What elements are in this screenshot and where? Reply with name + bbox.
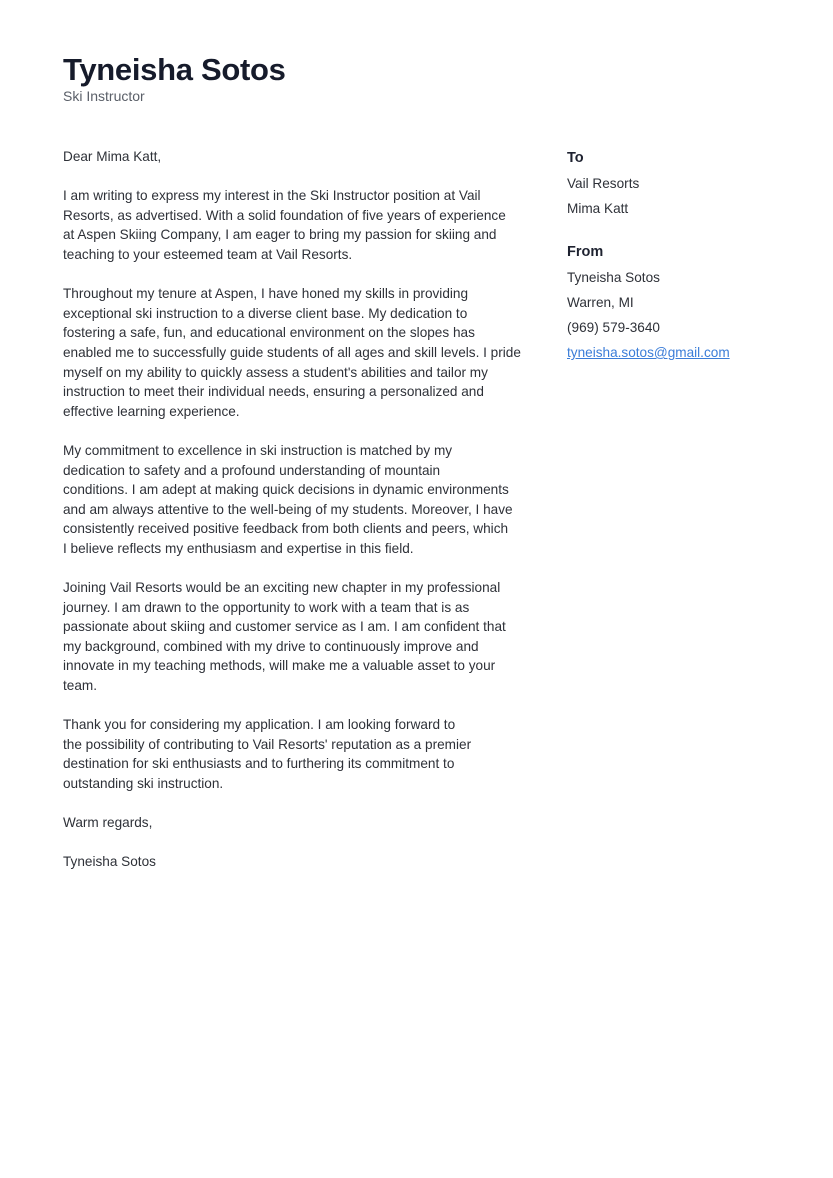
letter-paragraph-4: Joining Vail Resorts would be an exciting new chapter in my professional journey. I am drawn to the opportunity to work with a team that is as passionate about skiing and customer service as I am. I am confident that my background, combined with my drive to continuously improve and innovate in my teaching methods, will make me a valuable asset to your team. bbox=[63, 580, 506, 694]
from-heading: From bbox=[567, 244, 604, 260]
sender-location: Warren, MI bbox=[567, 295, 634, 310]
sender-phone: (969) 579-3640 bbox=[567, 320, 660, 335]
recipient-company: Vail Resorts bbox=[567, 176, 640, 191]
letter-body bbox=[63, 147, 533, 892]
letter-paragraph-2: Throughout my tenure at Aspen, I have honed my skills in providing exceptional ski instruction to a diverse client base. My dedication to fostering a safe, fun, and educational environment on the slopes has enabled me to successfully guide students of all ages and skill levels. I pride myself on my ability to quickly assess a student's abilities and tailor my instruction to meet their individual needs, ensuring a personalized and effective learning experience. bbox=[63, 286, 521, 419]
sender-name: Tyneisha Sotos bbox=[567, 270, 660, 285]
recipient-name: Mima Katt bbox=[567, 201, 629, 216]
letter-paragraph-1: I am writing to express my interest in the Ski Instructor position at Vail Resorts, as advertised. With a solid foundation of five years of experience at Aspen Skiing Company, I am eager to bring my passion for skiing and teaching to your esteemed team at Vail Resorts. bbox=[63, 188, 506, 262]
sender-email-link[interactable]: tyneisha.sotos@gmail.com bbox=[567, 345, 730, 360]
letter-paragraph-3: My commitment to excellence in ski instruction is matched by my dedication to safety and a profound understanding of mountain conditions. I am adept at making quick decisions in dynamic environments and am always attentive to the well-being of my students. Moreover, I have consistently received positive feedback from both clients and peers, which I believe reflects my enthusiasm and expertise in this field. bbox=[63, 442, 513, 556]
contact-sidebar bbox=[567, 147, 787, 365]
applicant-name: Tyneisha Sotos bbox=[63, 52, 286, 87]
letter-closing: Warm regards, bbox=[63, 815, 153, 831]
letter-greeting: Dear Mima Katt, bbox=[63, 149, 162, 164]
letter-paragraph-5: Thank you for considering my application. I am looking forward to the possibility of contributing to Vail Resorts' reputation as a premier destination for ski enthusiasts and to furthering its commitment to outstanding ski instruction. bbox=[63, 717, 472, 791]
letter-signature: Tyneisha Sotos bbox=[63, 854, 156, 870]
to-heading: To bbox=[567, 150, 584, 166]
applicant-job-title: Ski Instructor bbox=[63, 88, 145, 104]
